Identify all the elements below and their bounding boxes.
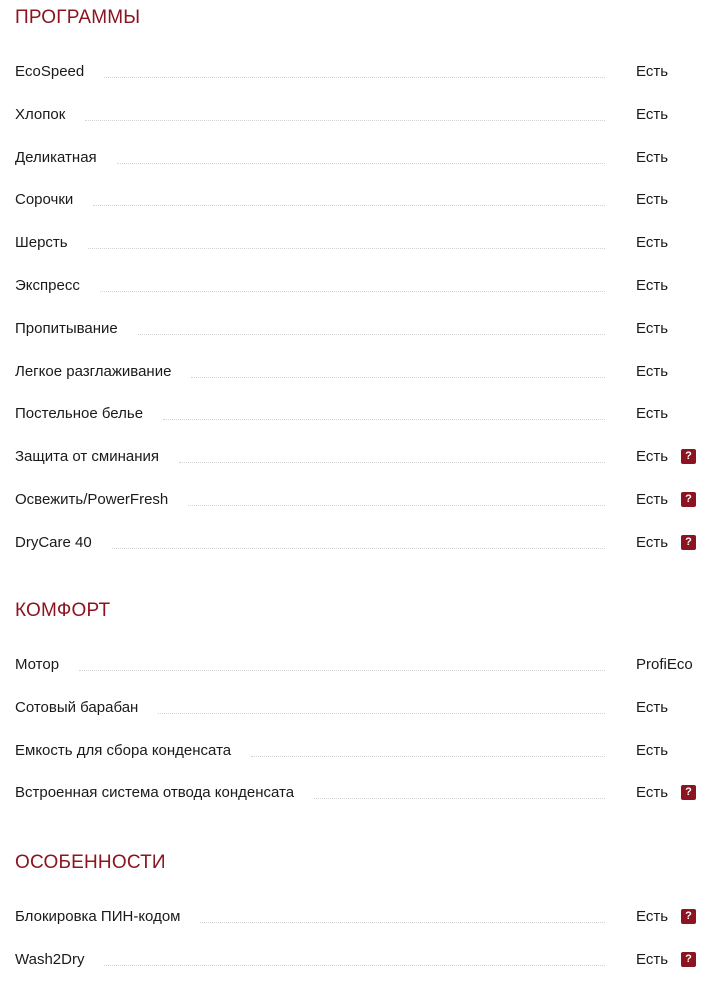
- spec-label: Постельное белье: [15, 405, 144, 423]
- dotted-leader: [88, 248, 605, 249]
- dotted-leader: [85, 120, 605, 121]
- spec-value: Есть: [636, 950, 669, 968]
- spec-label: EcoSpeed: [15, 63, 85, 80]
- dotted-leader: [138, 334, 605, 335]
- spec-value: Есть: [636, 908, 669, 925]
- spec-label: Экспресс: [15, 277, 80, 294]
- spec-label: Защита от сминания: [15, 448, 159, 466]
- spec-value: Есть: [636, 234, 669, 252]
- spec-row: [15, 907, 705, 931]
- spec-row: [15, 62, 705, 86]
- spec-value: Есть: [636, 191, 669, 209]
- spec-row: [15, 655, 705, 679]
- spec-row: [15, 105, 705, 129]
- spec-row: [15, 533, 705, 557]
- help-icon[interactable]: ?: [681, 785, 696, 800]
- dotted-leader: [191, 377, 605, 378]
- spec-row: [15, 276, 705, 300]
- spec-row: [15, 490, 705, 514]
- dotted-leader: [158, 713, 605, 714]
- dotted-leader: [188, 505, 605, 506]
- spec-value: Есть: [636, 362, 669, 380]
- spec-label: DryCare 40: [15, 533, 92, 551]
- spec-label: Встроенная система отвода конденсата: [15, 784, 295, 802]
- spec-row: [15, 783, 705, 807]
- dotted-leader: [104, 77, 605, 78]
- spec-row: [15, 148, 705, 172]
- spec-value: Есть: [636, 148, 669, 166]
- dotted-leader: [251, 756, 605, 757]
- dotted-leader: [314, 798, 605, 799]
- help-icon[interactable]: ?: [681, 492, 696, 507]
- spec-value: Есть: [636, 277, 669, 294]
- dotted-leader: [93, 205, 605, 206]
- dotted-leader: [100, 291, 605, 292]
- spec-label: Блокировка ПИН-кодом: [15, 908, 181, 925]
- spec-row: [15, 950, 705, 974]
- spec-row: [15, 190, 705, 214]
- spec-row: [15, 698, 705, 722]
- spec-row: [15, 362, 705, 386]
- dotted-leader: [112, 548, 605, 549]
- spec-value: ProfiEco: [636, 656, 693, 673]
- spec-value: Есть: [636, 405, 669, 423]
- help-icon[interactable]: ?: [681, 909, 696, 924]
- dotted-leader: [79, 670, 605, 671]
- dotted-leader: [117, 163, 605, 164]
- spec-value: Есть: [636, 741, 669, 759]
- spec-label: Пропитывание: [15, 319, 118, 337]
- spec-value: Есть: [636, 448, 669, 466]
- spec-row: [15, 404, 705, 428]
- dotted-leader: [163, 419, 605, 420]
- help-icon[interactable]: ?: [681, 535, 696, 550]
- spec-label: Сотовый барабан: [15, 698, 139, 716]
- spec-row: [15, 319, 705, 343]
- spec-value: Есть: [636, 698, 669, 716]
- spec-label: Емкость для сбора конденсата: [15, 741, 232, 759]
- help-icon[interactable]: ?: [681, 952, 696, 967]
- spec-row: [15, 233, 705, 257]
- spec-value: Есть: [636, 533, 669, 551]
- dotted-leader: [179, 462, 605, 463]
- section-title: КОМФОРТ: [15, 600, 111, 621]
- spec-label: Wash2Dry: [15, 950, 85, 968]
- spec-label: Хлопок: [15, 105, 66, 123]
- spec-label: Деликатная: [15, 148, 97, 166]
- spec-value: Есть: [636, 105, 669, 123]
- dotted-leader: [104, 965, 605, 966]
- spec-label: Освежить/PowerFresh: [15, 491, 169, 508]
- spec-label: Мотор: [15, 656, 60, 673]
- spec-value: Есть: [636, 319, 669, 337]
- spec-label: Легкое разглаживание: [15, 362, 172, 380]
- spec-row: [15, 447, 705, 471]
- help-icon[interactable]: ?: [681, 449, 696, 464]
- section-title: ОСОБЕННОСТИ: [15, 852, 166, 873]
- spec-label: Сорочки: [15, 191, 74, 209]
- spec-label: Шерсть: [15, 234, 68, 252]
- section-title: ПРОГРАММЫ: [15, 7, 141, 28]
- spec-value: Есть: [636, 491, 669, 508]
- spec-value: Есть: [636, 63, 669, 80]
- spec-row: [15, 741, 705, 765]
- spec-value: Есть: [636, 784, 669, 802]
- dotted-leader: [200, 922, 605, 923]
